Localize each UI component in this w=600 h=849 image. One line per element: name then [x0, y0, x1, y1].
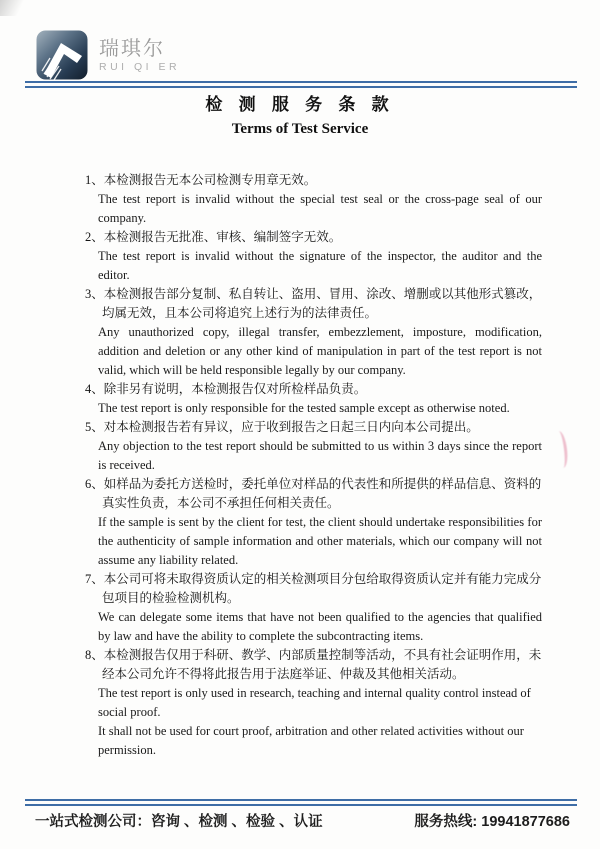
term-5-english: Any objection to the test report should be submitted to us within 3 days since the report is received. [98, 439, 542, 472]
term-3-english: Any unauthorized copy, illegal transfer, embezzlement, imposture, modification, addition and deletion or any other kind of manipulation in part of the test report is not valid, which will be held responsible legally by our company. [98, 325, 542, 377]
term-4-chinese: 4、除非另有说明，本检测报告仅对所检样品负责。 [85, 382, 367, 396]
term-8-chinese: 8、本检测报告仅用于科研、教学、内部质量控制等活动，不具有社会证明作用，未经本公司允许不得将此报告用于法庭举证、仲裁及其他相关活动。 [85, 648, 542, 681]
term-4-number: 4、 [85, 382, 104, 396]
term-3-chinese: 3、本检测报告部分复制、私自转让、盗用、冒用、涂改、增删或以其他形式篡改，均属无效，且本公司将追究上述行为的法律责任。 [85, 287, 542, 320]
company-name-block [99, 37, 180, 74]
footer-services-text: 一站式检测公司：咨询 、检测 、检验 、认证 [35, 814, 323, 830]
term-8-english-line-1: The test report is only used in research, teaching and internal quality control instead of social proof. [98, 686, 531, 719]
footer-hotline-text: 服务热线: 19941877686 [414, 814, 570, 830]
term-1-english: The test report is invalid without the special test seal or the cross-page seal of our company. [98, 192, 542, 225]
ruiqier-logo-icon [36, 30, 88, 80]
footer [35, 810, 570, 831]
term-4-english: The test report is only responsible for the tested sample except as otherwise noted. [98, 401, 510, 415]
term-2-number: 2、 [85, 230, 104, 244]
company-name-zh: 瑞琪尔 [99, 37, 165, 60]
term-7-number: 7、 [85, 572, 104, 586]
term-8-number: 8、 [85, 648, 104, 662]
term-6-english: If the sample is sent by the client for test, the client should undertake responsibilities for the authenticity of sample information and other materials, which our company will not assume any liability related. [98, 515, 542, 567]
term-3-number: 3、 [85, 287, 104, 301]
terms-list [85, 171, 542, 760]
term-7-chinese: 7、本公司可将未取得资质认定的相关检测项目分包给取得资质认定并有能力完成分包项目的检验检测机构。 [85, 572, 542, 605]
term-6-chinese: 6、如样品为委托方送检时，委托单位对样品的代表性和所提供的样品信息、资料的真实性负责，本公司不承担任何相关责任。 [85, 477, 542, 510]
term-6-number: 6、 [85, 477, 104, 491]
term-8-english-line-2: It shall not be used for court proof, arbitration and other related activities without our permission. [98, 724, 524, 757]
cross-page-seal-remnant [553, 430, 569, 468]
header-divider-rule [25, 81, 577, 88]
document-title-en: Terms of Test Service [231, 121, 369, 137]
term-7-english: We can delegate some items that have not been qualified to the agencies that qualified by law and have the ability to complete the subcontracting items. [98, 610, 542, 643]
document-title-zh: 检 测 服 务 条 款 [205, 95, 395, 114]
term-2-chinese: 2、本检测报告无批准、审核、编制签字无效。 [85, 230, 342, 244]
footer-divider-rule [25, 799, 577, 806]
company-name-en: RUI QI ER [99, 60, 181, 73]
term-5-chinese: 5、对本检测报告若有异议，应于收到报告之日起三日内向本公司提出。 [85, 420, 479, 434]
term-5-number: 5、 [85, 420, 104, 434]
company-header [36, 30, 180, 80]
term-1-number: 1、 [85, 173, 104, 187]
scan-artifact-smudge [0, 0, 30, 16]
term-2-english: The test report is invalid without the signature of the inspector, the auditor and the editor. [98, 249, 542, 282]
term-1-chinese: 1、本检测报告无本公司检测专用章无效。 [85, 173, 317, 187]
